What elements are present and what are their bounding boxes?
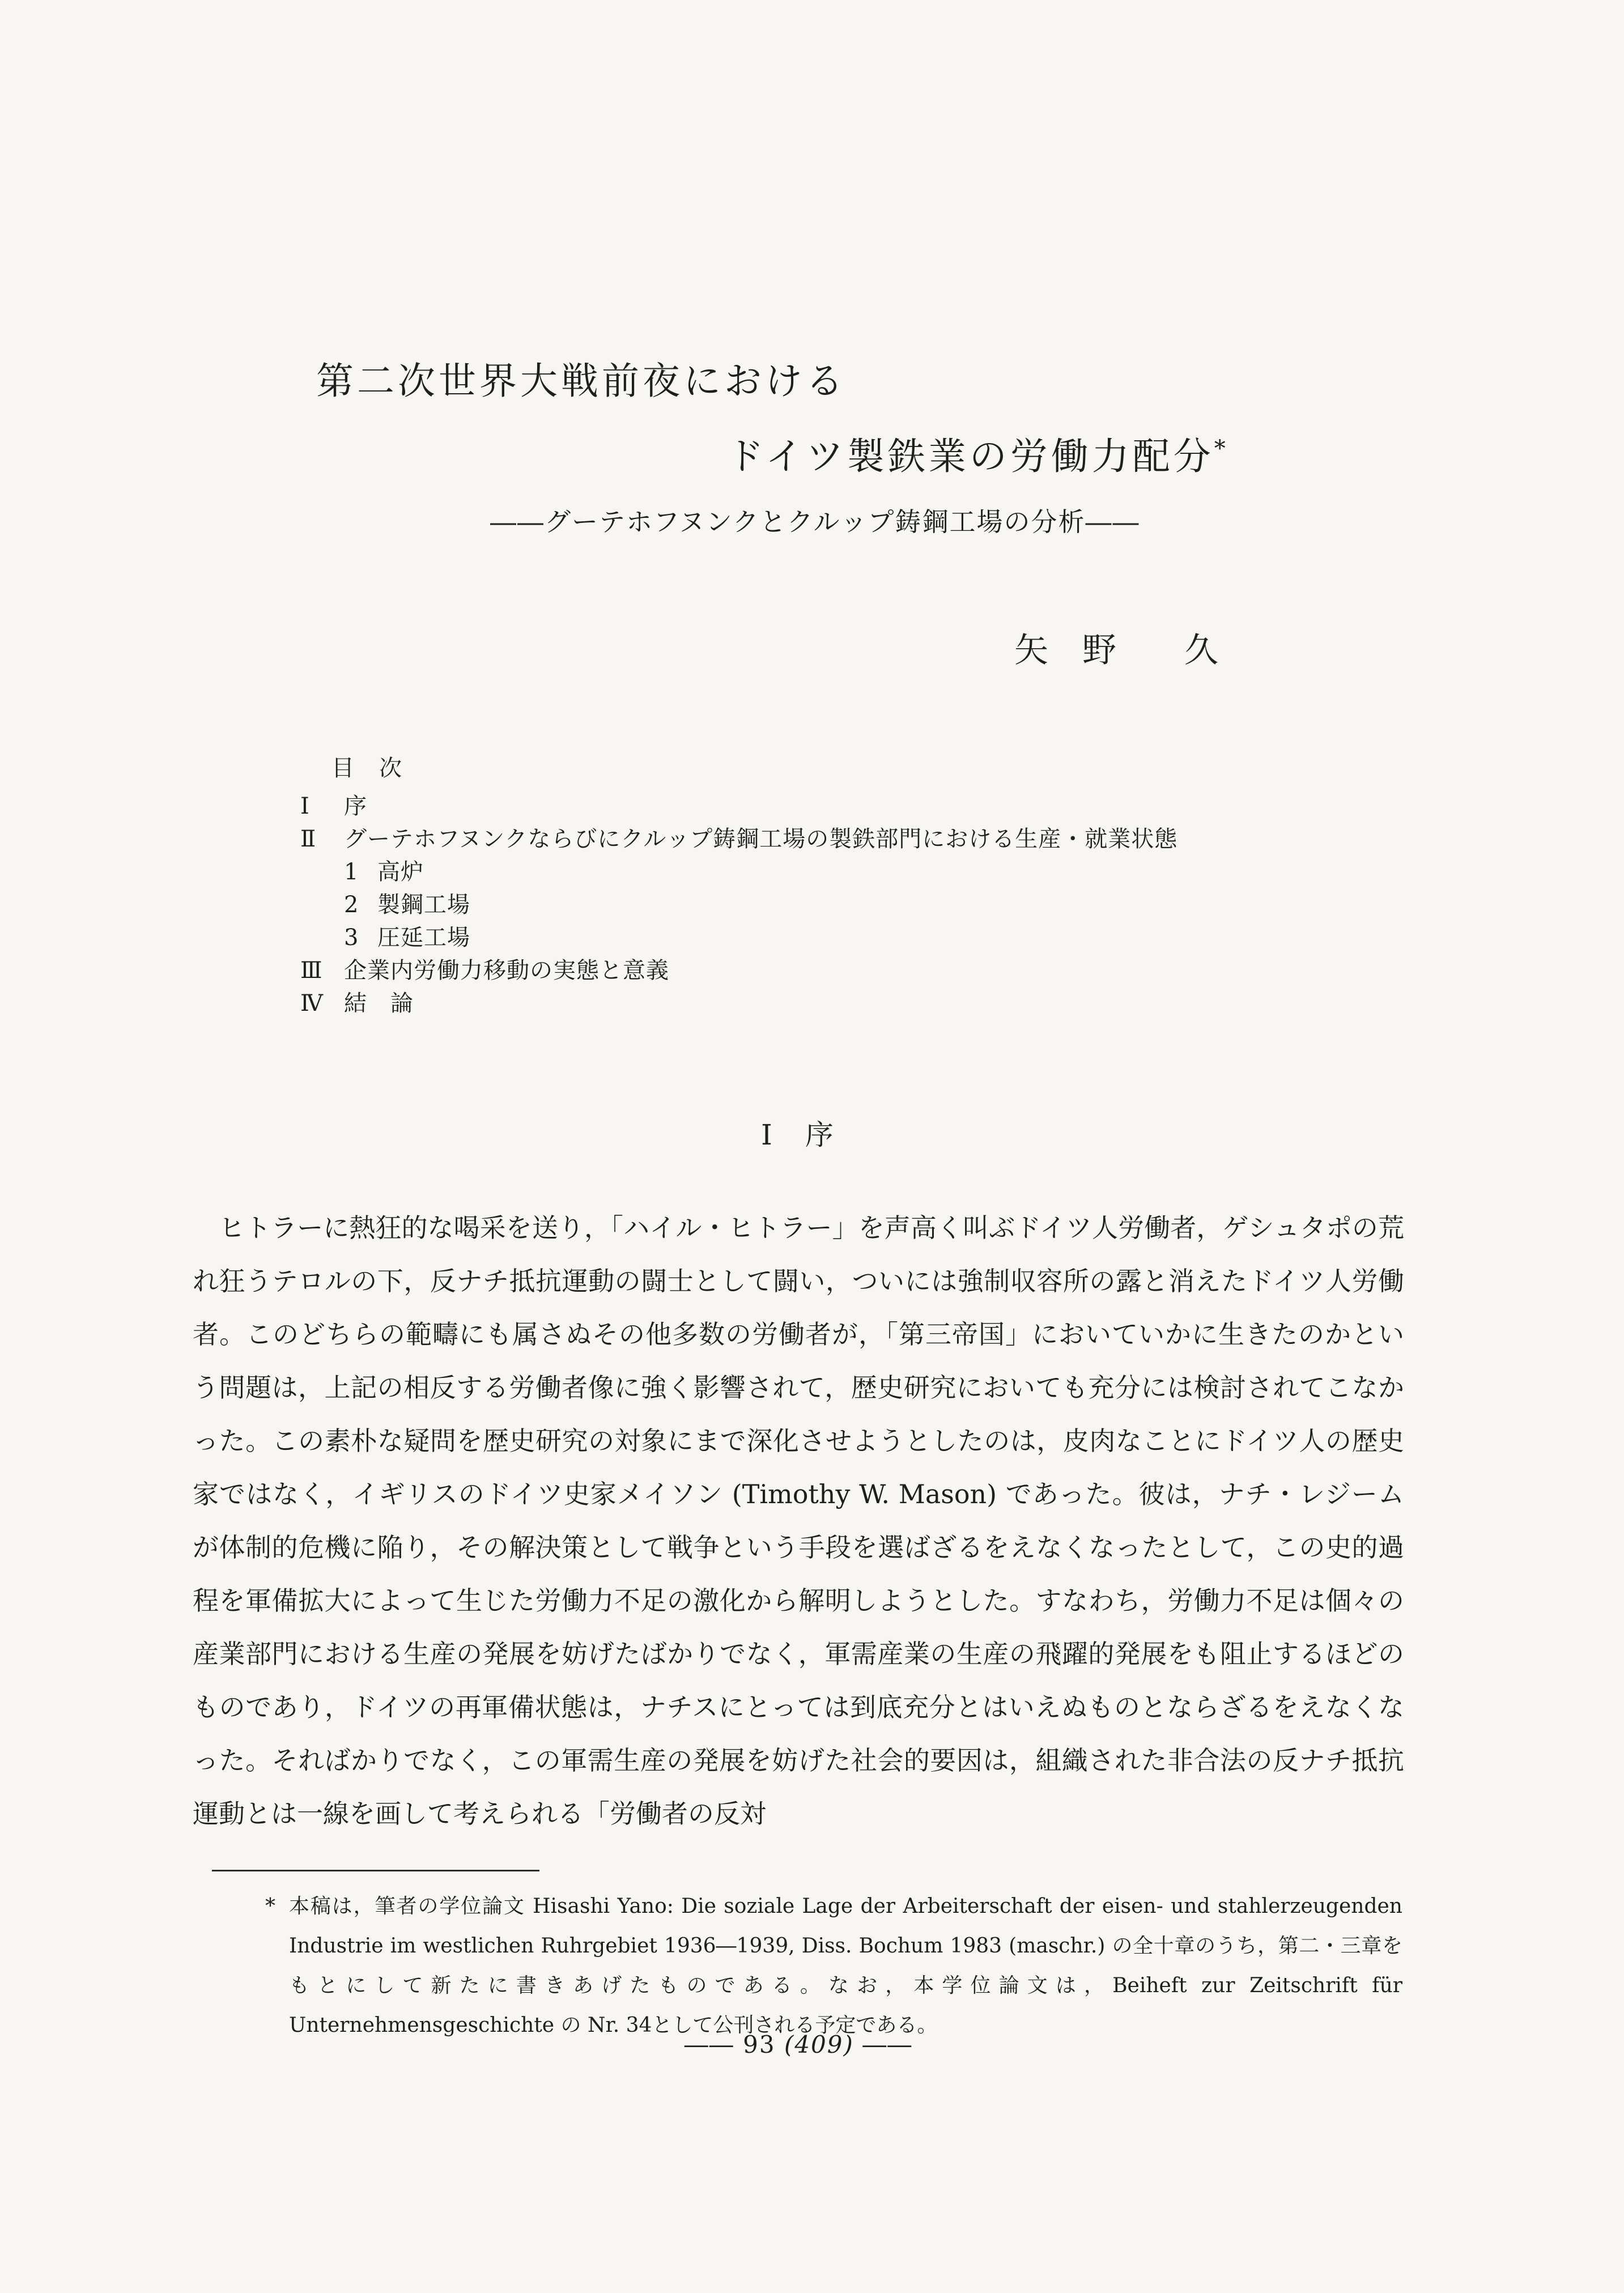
toc-subitem-1: [344, 856, 1177, 888]
toc-item-label: 圧延工場: [377, 925, 470, 951]
page-number-line: [193, 2033, 1404, 2057]
table-of-contents: [300, 757, 1177, 1020]
toc-item-number: 3: [344, 925, 359, 951]
toc-item-label: 製鋼工場: [377, 892, 470, 918]
toc-item-2: [300, 823, 1177, 856]
toc-item-number: Ⅰ: [300, 793, 310, 819]
toc-item-label: グーテホフヌンクならびにクルップ鋳鋼工場の製鉄部門における生産・就業状態: [344, 826, 1178, 852]
body-paragraph: ヒトラーに熱狂的な喝采を送り，「ハイル・ヒトラー」を声高く叫ぶドイツ人労働者，ゲシュタポの荒れ狂うテロルの下，反ナチ抵抗運動の闘士として闘い，ついには強制収容所の露と消えたドイツ人労働者。このどちらの範疇にも属さぬその他多数の労働者が，「第三帝国」においていかに生きたのかという問題は，上記の相反する労働者像に強く影響されて，歴史研究においても充分には検討されてこなかった。この素朴な疑問を歴史研究の対象にまで深化させようとしたのは，皮肉なことにドイツ人の歴史家ではなく，イギリスのドイツ史家メイソン (Timothy W. Mason) であった。彼は，ナチ・レジームが体制的危機に陥り，その解決策として戦争という手段を選ばざるをえなくなったとして，この史的過程を軍備拡大によって生じた労働力不足の激化から解明しようとした。すなわち，労働力不足は個々の産業部門における生産の発展を妨げたばかりでなく，軍需産業の生産の飛躍的発展をも阻止するほどのものであり，ドイツの再軍備状態は，ナチスにとっては到底充分とはいえぬものとならざるをえなくなった。そればかりでなく，この軍需生産の発展を妨げた社会的要因は，組織された非合法の反ナチ抵抗運動とは一線を画して考えられる「労働者の反対: [193, 1213, 1404, 1829]
toc-heading: 目 次: [331, 755, 403, 781]
toc-subitem-2: [344, 888, 1177, 921]
title-footnote-marker: *: [1214, 436, 1226, 462]
issue-number: (409): [784, 2031, 854, 2058]
paper-subtitle: ――グーテホフヌンクとクルップ鋳鋼工場の分析――: [490, 507, 1140, 537]
paper-title-line2-text: ドイツ製鉄業の労働力配分: [726, 435, 1214, 478]
toc-subitem-3: [344, 921, 1177, 954]
toc-item-label: 結 論: [344, 990, 414, 1016]
paper-title-line1: 第二次世界大戦前夜における: [316, 359, 847, 403]
footnote-divider: [212, 1870, 539, 1871]
toc-item-1: [300, 790, 1177, 823]
footnote: [265, 1887, 1402, 2045]
toc-item-3: [300, 954, 1177, 987]
toc-item-4: [300, 987, 1177, 1020]
paper-title-line2: [726, 435, 1226, 478]
toc-item-number: Ⅲ: [300, 958, 323, 984]
toc-item-number: Ⅳ: [300, 990, 324, 1016]
page-number: 93: [743, 2031, 776, 2058]
toc-item-number: 1: [344, 859, 359, 885]
author-name: 矢 野 久: [1014, 631, 1218, 670]
footer-dash-right: ――: [862, 2031, 913, 2058]
toc-item-number: 2: [344, 892, 359, 918]
toc-item-number: Ⅱ: [300, 826, 317, 852]
footnote-marker: *: [265, 1895, 275, 1918]
toc-item-label: 序: [344, 793, 367, 819]
toc-item-label: 企業内労働力移動の実態と意義: [344, 958, 669, 984]
section-heading: Ⅰ 序: [761, 1118, 836, 1151]
footer-dash-left: ――: [684, 2031, 734, 2058]
toc-item-label: 高炉: [377, 859, 424, 885]
footnote-text: 本稿は，筆者の学位論文 Hisashi Yano: Die soziale Lage der Arbeiterschaft der eisen- und stahlerzeugenden Industrie im westlichen Ruhrgebiet 1936―1939, Diss. Bochum 1983 (maschr.) の全十章のうち，第二・三章をもとにして新たに書きあげたものである。なお，本学位論文は，Beiheft zur Zeitschrift für Unternehmensgeschichte の Nr. 34として公刊される予定である。: [289, 1895, 1402, 2037]
